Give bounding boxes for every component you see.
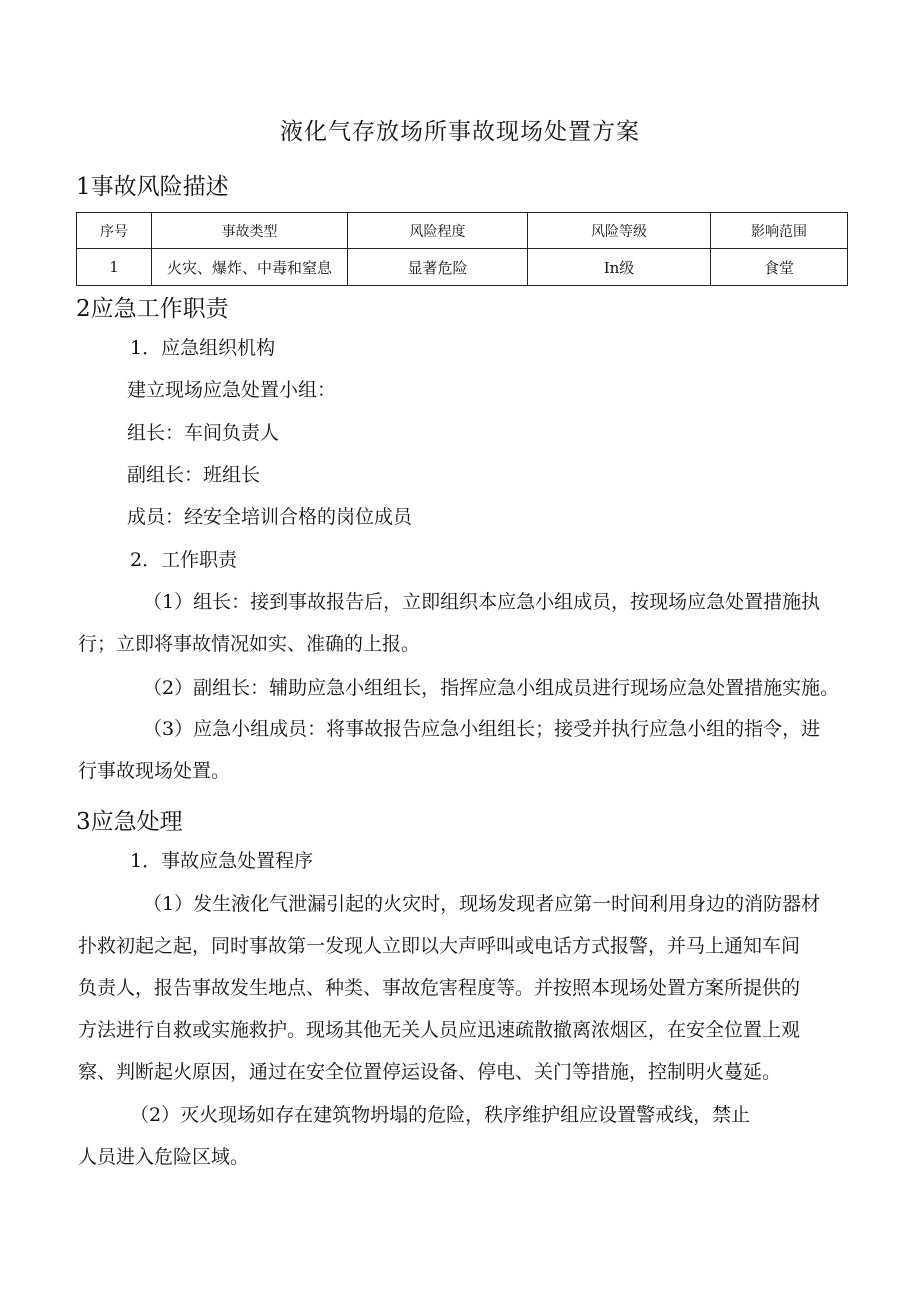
subsection-heading: 1．应急组织机构 bbox=[130, 337, 276, 359]
table-header-row bbox=[77, 213, 848, 249]
table-cell: 食堂 bbox=[711, 249, 848, 286]
paragraph-line: 方法进行自救或实施救护。现场其他无关人员应迅速疏散撤离浓烟区，在安全位置上观 bbox=[78, 1019, 801, 1041]
risk-table bbox=[76, 212, 848, 286]
paragraph-line: 副组长：班组长 bbox=[127, 464, 261, 486]
section-2-heading: 2应急工作职责 bbox=[76, 296, 229, 322]
section-3-heading: 3应急处理 bbox=[76, 809, 183, 835]
paragraph-line: （3）应急小组成员：将事故报告应急小组组长；接受并执行应急小组的指令，进 bbox=[143, 718, 821, 740]
paragraph-line: 行事故现场处置。 bbox=[78, 760, 231, 782]
table-header-cell: 风险程度 bbox=[348, 213, 528, 249]
table-header-cell: 事故类型 bbox=[152, 213, 348, 249]
table-cell: 1 bbox=[77, 249, 152, 286]
paragraph-line: 成员：经安全培训合格的岗位成员 bbox=[127, 506, 413, 528]
paragraph-line: （2）副组长：辅助应急小组组长，指挥应急小组成员进行现场应急处置措施实施。 bbox=[143, 677, 840, 699]
table-cell: In级 bbox=[528, 249, 711, 286]
table-cell: 火灾、爆炸、中毒和窒息 bbox=[152, 249, 348, 286]
paragraph-line: （1）组长：接到事故报告后，立即组织本应急小组成员，按现场应急处置措施执 bbox=[143, 591, 821, 613]
table-cell: 显著危险 bbox=[348, 249, 528, 286]
table-header-cell: 风险等级 bbox=[528, 213, 711, 249]
paragraph-line: （2）灭火现场如存在建筑物坍塌的危险，秩序维护组应设置警戒线，禁止 bbox=[130, 1104, 751, 1126]
subsection-heading: 2．工作职责 bbox=[130, 549, 238, 571]
paragraph-line: 察、判断起火原因，通过在安全位置停运设备、停电、关门等措施，控制明火蔓延。 bbox=[78, 1061, 782, 1083]
paragraph-line: 人员进入危险区域。 bbox=[78, 1146, 250, 1168]
paragraph-line: 行；立即将事故情况如实、准确的上报。 bbox=[78, 633, 421, 655]
paragraph-line: 建立现场应急处置小组： bbox=[127, 379, 337, 401]
paragraph-line: （1）发生液化气泄漏引起的火灾时，现场发现者应第一时间利用身边的消防器材 bbox=[143, 893, 821, 915]
section-1-heading: 1事故风险描述 bbox=[76, 174, 229, 200]
paragraph-line: 组长：车间负责人 bbox=[127, 422, 280, 444]
table-row bbox=[77, 249, 848, 286]
table-header-cell: 影响范围 bbox=[711, 213, 848, 249]
page-title: 液化气存放场所事故现场处置方案 bbox=[280, 119, 640, 145]
table-header-cell: 序号 bbox=[77, 213, 152, 249]
paragraph-line: 扑救初起之起，同时事故第一发现人立即以大声呼叫或电话方式报警，并马上通知车间 bbox=[78, 935, 801, 957]
subsection-heading: 1．事故应急处置程序 bbox=[130, 850, 314, 872]
paragraph-line: 负责人，报告事故发生地点、种类、事故危害程度等。并按照本现场处置方案所提供的 bbox=[78, 977, 801, 999]
